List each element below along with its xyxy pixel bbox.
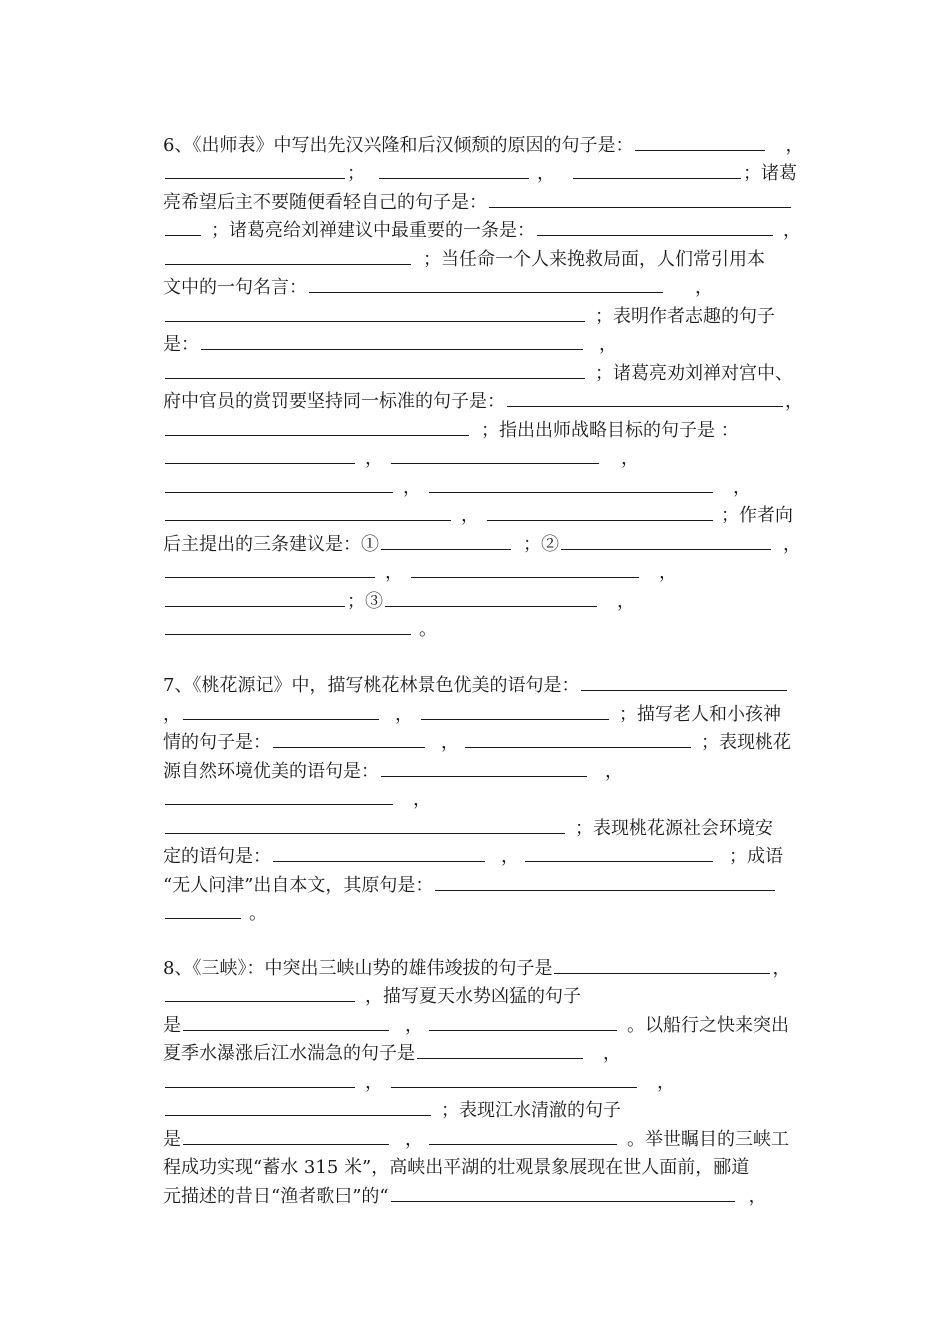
answer-blank[interactable] xyxy=(429,474,713,493)
q8-line-2 xyxy=(163,983,813,1011)
q8-text: ，描写夏天水势凶猛的句子 xyxy=(365,986,581,1007)
answer-blank[interactable] xyxy=(635,132,765,151)
answer-blank[interactable] xyxy=(165,815,565,834)
q7-text: ；表现桃花源社会环境安 xyxy=(575,818,773,839)
q6-text: ；作者向 xyxy=(721,505,793,526)
answer-blank[interactable] xyxy=(581,672,787,691)
q6-text: ；诸葛亮劝刘禅对宫中、 xyxy=(595,363,793,384)
q7-text: ， xyxy=(605,761,623,782)
q8-text: ；表现江水清澈的句子 xyxy=(441,1100,621,1121)
answer-blank[interactable] xyxy=(165,616,411,635)
answer-blank[interactable] xyxy=(183,1012,389,1031)
q7-text: ， xyxy=(441,732,459,753)
q6-line-16 xyxy=(163,559,813,587)
answer-blank[interactable] xyxy=(487,502,713,521)
q8-text: 是 xyxy=(163,1129,181,1150)
q6-text: 亮希望后主不要随便看轻自己的句子是： xyxy=(163,192,487,213)
answer-blank[interactable] xyxy=(537,217,773,236)
q6-text: ；表明作者志趣的句子 xyxy=(595,306,775,327)
q8-text: 是 xyxy=(163,1015,181,1036)
q6-text: ， xyxy=(695,277,713,298)
q8-text: ， xyxy=(405,1015,423,1036)
q6-text: ；③ xyxy=(347,591,383,612)
q6-text: ， xyxy=(785,391,803,412)
answer-blank[interactable] xyxy=(165,360,585,379)
q8-text: ， xyxy=(748,1186,767,1207)
q6-text: ；指出出师战略目标的句子是 ： xyxy=(481,420,739,441)
q6-text: ， xyxy=(385,562,403,583)
answer-blank[interactable] xyxy=(165,588,345,607)
answer-blank[interactable] xyxy=(385,588,597,607)
q7-text: 定的语句是： xyxy=(163,846,271,867)
q6-line-1 xyxy=(163,132,813,160)
q6-line-10 xyxy=(163,388,813,416)
q8-line-7 xyxy=(163,1126,813,1154)
q6-text: 文中的一句名言： xyxy=(163,277,307,298)
answer-blank[interactable] xyxy=(165,417,469,436)
q7-text: 。 xyxy=(249,903,267,924)
q6-text: ， xyxy=(461,505,479,526)
q7-line-7 xyxy=(163,843,813,871)
answer-blank[interactable] xyxy=(525,843,713,862)
q8-text: 夏季水瀑涨后江水湍急的句子是 xyxy=(163,1043,415,1064)
q7-line-6 xyxy=(163,815,813,843)
answer-blank[interactable] xyxy=(573,160,741,179)
q6-text: ；诸葛 xyxy=(743,163,797,184)
q8-line-1 xyxy=(163,955,813,983)
q6-line-15 xyxy=(163,531,813,559)
answer-blank[interactable] xyxy=(391,1183,735,1202)
q8-text: 。举世瞩目的三峡工 xyxy=(627,1129,789,1150)
answer-blank[interactable] xyxy=(165,445,355,464)
answer-blank[interactable] xyxy=(465,729,691,748)
answer-blank[interactable] xyxy=(201,331,583,350)
q6-text: ， xyxy=(783,220,801,241)
q7-line-9 xyxy=(163,900,813,928)
q6-text: 。 xyxy=(419,619,437,640)
q6-line-3 xyxy=(163,189,813,217)
answer-blank[interactable] xyxy=(561,531,771,550)
answer-blank[interactable] xyxy=(165,160,345,179)
q6-text: ， xyxy=(365,448,383,469)
q7-text: ， xyxy=(163,704,181,725)
q6-text: ， xyxy=(621,448,639,469)
q7-text: ；表现桃花 xyxy=(701,732,791,753)
answer-blank[interactable] xyxy=(165,474,393,493)
q6-text: 后主提出的三条建议是：① xyxy=(163,534,379,555)
q8-text: ， xyxy=(603,1043,621,1064)
q6-line-11 xyxy=(163,417,813,445)
q7-text: ， xyxy=(395,704,413,725)
q6-text: 是： xyxy=(163,334,199,355)
answer-blank[interactable] xyxy=(165,559,375,578)
q7-text: ， xyxy=(501,846,519,867)
answer-blank[interactable] xyxy=(381,531,511,550)
answer-blank[interactable] xyxy=(379,160,529,179)
q6-text: ， xyxy=(785,135,804,156)
answer-blank[interactable] xyxy=(165,502,451,521)
answer-blank[interactable] xyxy=(429,1126,617,1145)
q7-line-4 xyxy=(163,758,813,786)
answer-blank[interactable] xyxy=(165,217,201,236)
q6-line-17 xyxy=(163,588,813,616)
q7-text: 情的句子是： xyxy=(163,732,271,753)
q6-line-12 xyxy=(163,445,813,473)
q6-line-2 xyxy=(163,160,813,188)
q6-text: ， xyxy=(659,562,677,583)
q7-line-1 xyxy=(163,672,813,700)
answer-blank[interactable] xyxy=(183,701,379,720)
answer-blank[interactable] xyxy=(554,955,770,974)
answer-blank[interactable] xyxy=(417,1040,583,1059)
q6-line-18 xyxy=(163,616,813,644)
answer-blank[interactable] xyxy=(391,445,599,464)
q6-text: ；当任命一个人来挽救局面，人们常引用本 xyxy=(423,249,765,270)
q8-text: 元描述的昔日“渔者歌曰”的“ xyxy=(163,1186,389,1207)
q6-text: 6、《出师表》中写出先汉兴隆和后汉倾颓的原因的句子是： xyxy=(163,135,634,156)
q6-text: ， xyxy=(403,477,421,498)
answer-blank[interactable] xyxy=(165,900,241,919)
q7-text: 7、《桃花源记》中，描写桃花林景色优美的语句是： xyxy=(163,675,580,696)
q6-text: ；② xyxy=(523,534,559,555)
q6-line-14 xyxy=(163,502,813,530)
q7-text: “无人问津”出自本文，其原句是： xyxy=(163,875,434,896)
q6-line-6 xyxy=(163,274,813,302)
q8-line-6 xyxy=(163,1097,813,1125)
q8-line-3 xyxy=(163,1012,813,1040)
q6-line-7 xyxy=(163,303,813,331)
answer-blank[interactable] xyxy=(165,786,393,805)
answer-blank[interactable] xyxy=(165,246,411,265)
answer-blank[interactable] xyxy=(507,388,783,407)
q6-text: ， xyxy=(599,334,617,355)
q8-line-5 xyxy=(163,1069,813,1097)
q6-line-5 xyxy=(163,246,813,274)
q8-text: ， xyxy=(365,1072,383,1093)
q6-text: ， xyxy=(617,591,635,612)
answer-blank[interactable] xyxy=(381,758,587,777)
q6-text: ， xyxy=(733,477,751,498)
answer-blank[interactable] xyxy=(391,1069,637,1088)
q8-line-4 xyxy=(163,1040,813,1068)
q6-text: ；诸葛亮给刘禅建议中最重要的一条是： xyxy=(211,220,535,241)
answer-blank[interactable] xyxy=(183,1126,389,1145)
q8-text: ， xyxy=(772,958,791,979)
answer-blank[interactable] xyxy=(273,729,425,748)
q8-line-8 xyxy=(163,1154,813,1182)
q7-text: ；成语 xyxy=(729,846,783,867)
answer-blank[interactable] xyxy=(421,701,609,720)
q6-line-8 xyxy=(163,331,813,359)
q6-text: ； xyxy=(347,163,365,184)
q6-line-13 xyxy=(163,474,813,502)
q7-text: 源自然环境优美的语句是： xyxy=(163,761,379,782)
answer-blank[interactable] xyxy=(273,843,485,862)
answer-blank[interactable] xyxy=(429,1012,617,1031)
q8-text: 。以船行之快来突出 xyxy=(627,1015,789,1036)
q8-text: 8、《三峡》：中突出三峡山势的雄伟竣拔的句子是 xyxy=(163,958,553,979)
q8-line-9 xyxy=(163,1183,813,1211)
answer-blank[interactable] xyxy=(165,983,355,1002)
q6-line-4 xyxy=(163,217,813,245)
q6-text: ， xyxy=(537,163,555,184)
q7-text: ， xyxy=(413,789,431,810)
answer-blank[interactable] xyxy=(489,189,791,208)
q7-line-8 xyxy=(163,872,813,900)
q8-text: 程成功实现“蓄水 315 米”，高峡出平湖的壮观景象展现在世人面前，郦道 xyxy=(163,1157,750,1178)
q7-text: ；描写老人和小孩神 xyxy=(619,704,781,725)
answer-blank[interactable] xyxy=(411,559,639,578)
q6-text: 府中官员的赏罚要坚持同一标准的句子是： xyxy=(163,391,505,412)
q6-text: ， xyxy=(783,534,801,555)
q6-line-9 xyxy=(163,360,813,388)
answer-blank[interactable] xyxy=(309,274,663,293)
q7-line-3 xyxy=(163,729,813,757)
q8-text: ， xyxy=(405,1129,423,1150)
answer-blank[interactable] xyxy=(435,872,775,891)
q8-text: ， xyxy=(657,1072,675,1093)
q7-line-2 xyxy=(163,701,813,729)
answer-blank[interactable] xyxy=(165,1069,355,1088)
answer-blank[interactable] xyxy=(165,1097,431,1116)
q7-line-5 xyxy=(163,786,813,814)
answer-blank[interactable] xyxy=(165,303,585,322)
